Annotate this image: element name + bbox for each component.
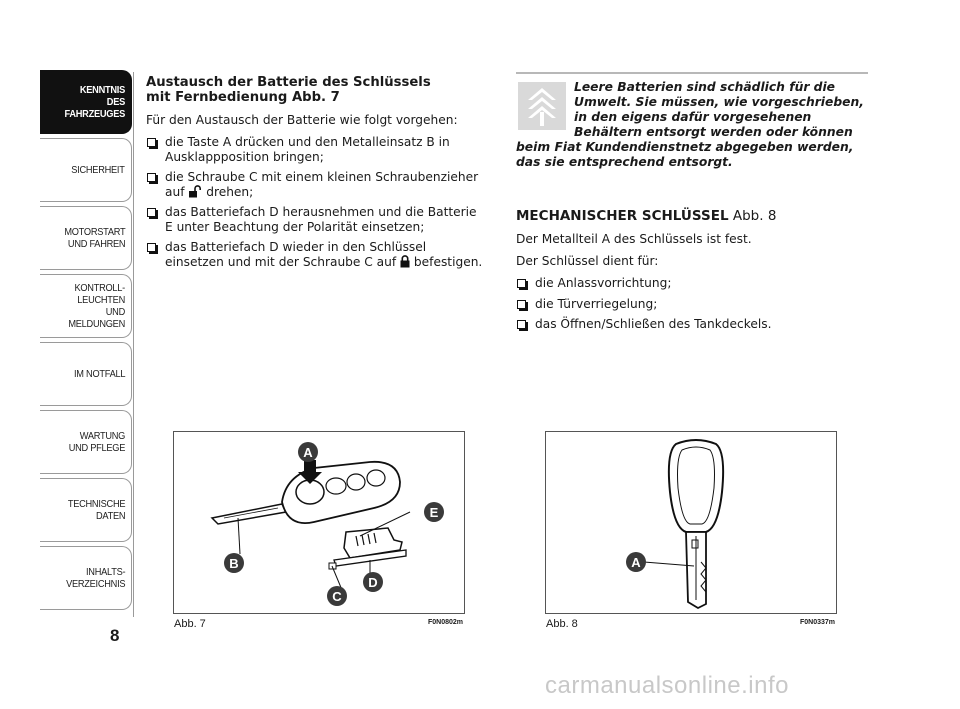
metal-part-text: Der Metallteil A des Schlüssels ist fest. xyxy=(516,232,752,246)
tab-label: KENNTNIS DES FAHRZEUGES xyxy=(64,84,125,120)
list-item xyxy=(516,276,868,291)
item-text: das Öffnen/Schließen des Tankdeckels. xyxy=(535,317,772,331)
unlock-icon xyxy=(188,185,202,198)
step-list xyxy=(146,135,484,269)
svg-text:A: A xyxy=(631,555,641,570)
battery-section xyxy=(146,75,484,275)
step-text: die Schraube C mit einem kleinen Schraubenzieher auf xyxy=(165,170,479,199)
tab-label: IM NOTFALL xyxy=(73,368,125,380)
item-text: die Türverriegelung; xyxy=(535,296,658,311)
right-column xyxy=(516,72,868,338)
item-text: die Anlassvorrichtung; xyxy=(535,276,672,290)
figure-remote-key xyxy=(173,431,465,614)
figure-mechanical-key xyxy=(545,431,837,614)
label-c-marker xyxy=(327,586,347,606)
label-e-marker xyxy=(424,502,444,522)
step-text: drehen; xyxy=(206,184,254,199)
tab-im-notfall[interactable] xyxy=(40,342,132,406)
tab-label: TECHNISCHE DATEN xyxy=(67,498,125,522)
remote-key-illustration xyxy=(174,432,464,613)
section-title xyxy=(146,75,484,105)
watermark: carmanualsonline.info xyxy=(545,672,789,699)
figure-caption: Abb. 8 xyxy=(546,618,578,630)
mechanical-key-heading xyxy=(516,208,868,224)
list-item xyxy=(146,170,484,199)
step-text: das Batteriefach D wieder in den Schlüssel einsetzen und mit der Schraube C auf xyxy=(165,240,427,269)
checkbox-bullet-icon xyxy=(147,243,156,252)
step-text: die Taste A drücken und den Metalleinsatz B in Ausklappposition bringen; xyxy=(165,135,450,164)
note-divider xyxy=(516,72,868,74)
svg-text:B: B xyxy=(229,556,239,571)
figure-caption: Abb. 7 xyxy=(174,618,206,630)
tab-label: KONTROLL- LEUCHTEN UND MELDUNGEN xyxy=(68,282,125,330)
tab-label: MOTORSTART UND FAHREN xyxy=(63,226,125,250)
list-item xyxy=(146,240,484,269)
tab-kenntnis[interactable] xyxy=(40,70,132,134)
environment-tree-icon xyxy=(518,82,566,130)
tab-label: INHALTS- VERZEICHNIS xyxy=(65,566,125,590)
list-item xyxy=(516,317,868,332)
intro-text: Für den Austausch der Batterie wie folgt vorgehen: xyxy=(146,113,458,127)
list-item xyxy=(516,297,868,312)
sidebar-divider xyxy=(133,72,134,617)
heading-text: MECHANISCHER SCHLÜSSEL xyxy=(516,208,729,224)
list-item xyxy=(146,135,484,164)
tab-kontrollleuchten[interactable] xyxy=(40,274,132,338)
mechanical-key-illustration xyxy=(546,432,836,613)
list-item xyxy=(146,205,484,234)
svg-text:A: A xyxy=(303,445,313,460)
figure-code: F0N0802m xyxy=(428,619,464,626)
step-text: das Batteriefach D herausnehmen und die Batterie E unter Beachtung der Polarität einsetzen; xyxy=(165,205,477,234)
lock-icon xyxy=(400,255,410,268)
svg-text:C: C xyxy=(332,589,342,604)
usage-list xyxy=(516,276,868,332)
tab-technische-daten[interactable] xyxy=(40,478,132,542)
svg-text:E: E xyxy=(429,505,439,520)
label-a-marker xyxy=(626,552,646,572)
label-a-marker xyxy=(298,442,318,462)
title-line: Austausch der Batterie des Schlüssels xyxy=(146,75,431,90)
tab-label: WARTUNG UND PFLEGE xyxy=(68,430,125,454)
tab-sicherheit[interactable] xyxy=(40,138,132,202)
tab-wartung[interactable] xyxy=(40,410,132,474)
label-d-marker xyxy=(363,572,383,592)
heading-figure-ref: Abb. 8 xyxy=(732,208,777,224)
environment-note: Leere Batterien sind schädlich für die Umwelt. Sie müssen, wie vorgeschrieben, in den eigens dafür vorgesehenen Behältern entsorgt werden oder können beim Fiat Kundendienstnetz abgegeben werden, das sie entsprechend entsorgt. xyxy=(516,80,864,169)
checkbox-bullet-icon xyxy=(147,208,156,217)
page-number: 8 xyxy=(110,626,120,645)
title-line: mit Fernbedienung Abb. 7 xyxy=(146,90,340,105)
tab-inhaltsverzeichnis[interactable] xyxy=(40,546,132,610)
figure-code: F0N0337m xyxy=(800,619,836,626)
checkbox-bullet-icon xyxy=(147,138,156,147)
label-b-marker xyxy=(224,553,244,573)
tab-label: SICHERHEIT xyxy=(71,164,125,176)
svg-text:D: D xyxy=(368,575,378,590)
checkbox-bullet-icon xyxy=(517,279,526,288)
step-text: befestigen. xyxy=(413,254,483,269)
checkbox-bullet-icon xyxy=(517,320,526,329)
checkbox-bullet-icon xyxy=(517,300,526,309)
tab-motorstart[interactable] xyxy=(40,206,132,270)
checkbox-bullet-icon xyxy=(147,173,156,182)
usage-intro: Der Schlüssel dient für: xyxy=(516,254,659,268)
